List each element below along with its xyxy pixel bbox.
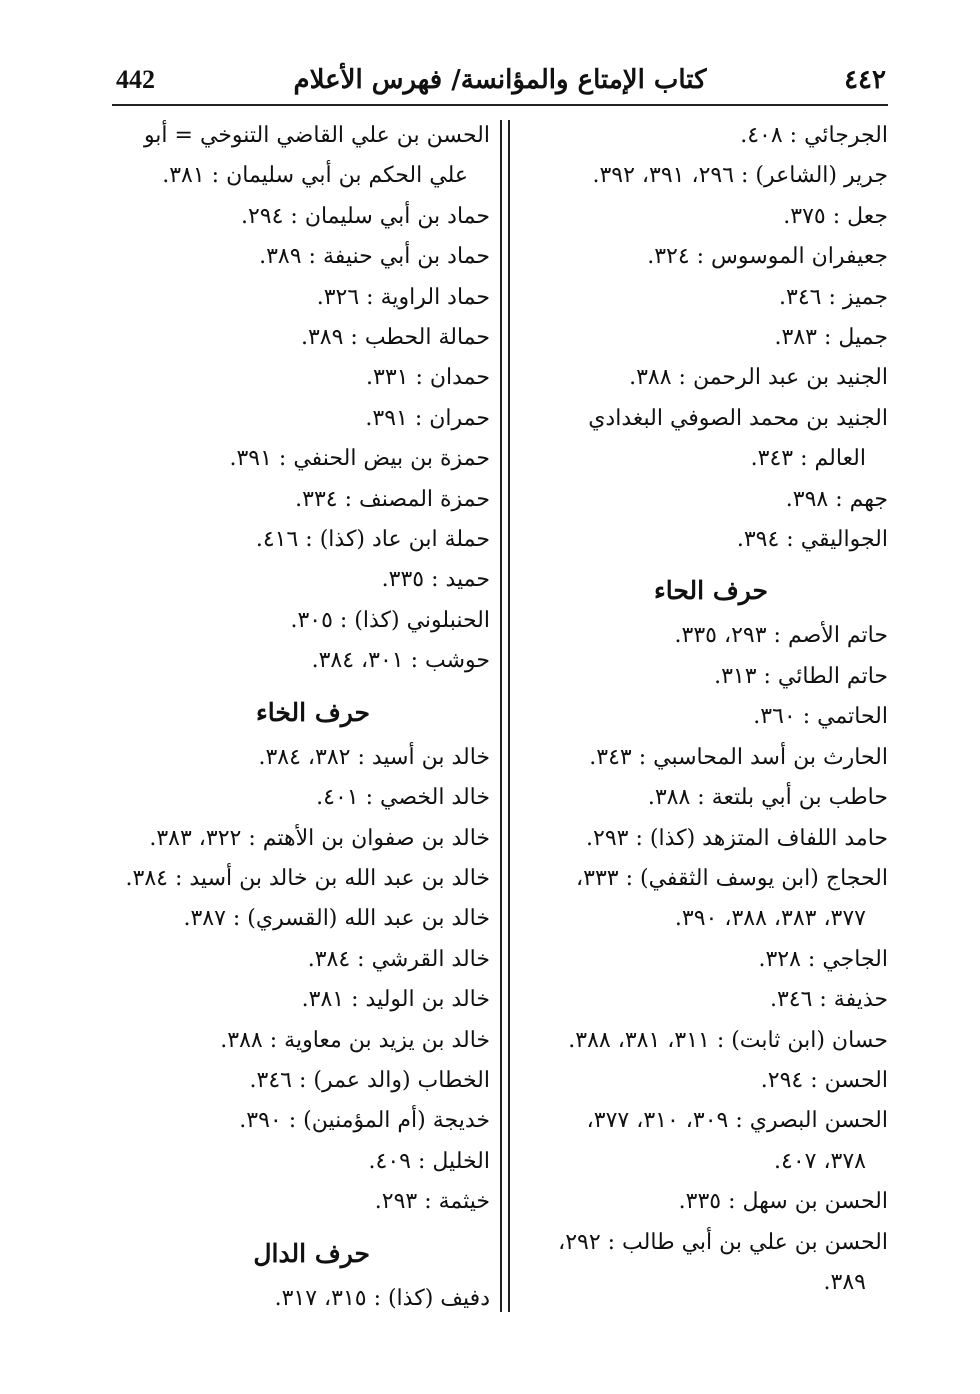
index-entry: الجنيد بن عبد الرحمن : ٣٨٨. (629, 365, 888, 391)
running-title: كتاب الإمتاع والمؤانسة/ فهرس الأعلام (293, 65, 707, 95)
index-entry: الحنبلوني (كذا) : ٣٠٥. (290, 607, 490, 633)
index-entry: الحسن البصري : ٣٠٩، ٣١٠، ٣٧٧، (586, 1108, 888, 1134)
index-entry: الحارث بن أسد المحاسبي : ٣٤٣. (589, 744, 888, 770)
index-entry-continuation: ٣٧٧، ٣٨٣، ٣٨٨، ٣٩٠. (674, 906, 866, 932)
index-entry: حماد الراوية : ٣٢٦. (316, 284, 490, 310)
index-entry: خالد القرشي : ٣٨٤. (307, 946, 490, 972)
index-entry: الحسن : ٢٩٤. (760, 1067, 888, 1093)
index-entry: خالد بن عبد الله (القسري) : ٣٨٧. (183, 906, 490, 932)
index-entry-continuation: ٣٨٩. (823, 1269, 866, 1295)
index-entry: حاتم الطائي : ٣١٣. (714, 663, 888, 689)
page-number-latin: 442 (116, 65, 155, 94)
index-entry: جعل : ٣٧٥. (783, 203, 888, 229)
page-header (112, 60, 888, 106)
index-entry: حمزة المصنف : ٣٣٤. (295, 486, 490, 512)
index-entry: حاتم الأصم : ٢٩٣، ٣٣٥. (674, 623, 888, 649)
index-entry: حسان (ابن ثابت) : ٣١١، ٣٨١، ٣٨٨. (568, 1027, 888, 1053)
index-entry: خديجة (أم المؤمنين) : ٣٩٠. (239, 1108, 490, 1134)
index-entry: جميز : ٣٤٦. (779, 284, 888, 310)
index-entry: جرير (الشاعر) : ٢٩٦، ٣٩١، ٣٩٢. (592, 163, 888, 189)
index-entry: حميد : ٣٣٥. (381, 567, 490, 593)
section-heading-ha: حرف الحاء (654, 576, 768, 606)
page-number-arabic: ٤٤٢ (844, 65, 886, 95)
index-entry: الحاتمي : ٣٦٠. (753, 704, 888, 730)
index-entry: حماد بن أبي حنيفة : ٣٨٩. (259, 244, 490, 270)
index-entry: خالد بن أسيد : ٣٨٢، ٣٨٤. (258, 744, 490, 770)
index-entry: دفيف (كذا) : ٣١٥، ٣١٧. (274, 1285, 490, 1311)
index-entry: الجواليقي : ٣٩٤. (736, 527, 888, 553)
section-heading-kha: حرف الخاء (256, 697, 370, 727)
index-entry: خالد بن يزيد بن معاوية : ٣٨٨. (220, 1027, 490, 1053)
index-entry-continuation: ٣٧٨، ٤٠٧. (774, 1148, 866, 1174)
index-entry: خالد بن صفوان بن الأهتم : ٣٢٢، ٣٨٣. (149, 825, 490, 851)
left-column (112, 116, 490, 1319)
index-entry: الخطاب (والد عمر) : ٣٤٦. (249, 1067, 490, 1093)
index-entry: الحسن بن علي بن أبي طالب : ٢٩٢، (558, 1229, 888, 1255)
index-entry: حماد بن أبي سليمان : ٢٩٤. (240, 203, 490, 229)
index-entry: الجاجي : ٣٢٨. (758, 946, 888, 972)
index-entry: الحسن بن علي القاضي التنوخي = أبو (143, 123, 490, 148)
index-entry: جميل : ٣٨٣. (774, 325, 888, 351)
index-entry: الحجاج (ابن يوسف الثقفي) : ٣٣٣، (576, 865, 888, 891)
column-divider (500, 120, 502, 1312)
index-entry-continuation: العالم : ٣٤٣. (750, 446, 866, 472)
index-entry-continuation: علي الحكم بن أبي سليمان : ٣٨١. (162, 163, 468, 189)
index-entry: حملة ابن عاد (كذا) : ٤١٦. (255, 527, 490, 553)
right-column (508, 116, 888, 1303)
index-entry: الجنيد بن محمد الصوفي البغدادي (588, 405, 888, 431)
index-entry: الجرجائي : ٤٠٨. (740, 123, 888, 148)
index-entry: حوشب : ٣٠١، ٣٨٤. (311, 648, 490, 674)
index-entry: الحسن بن سهل : ٣٣٥. (678, 1189, 888, 1215)
index-entry: الخليل : ٤٠٩. (368, 1148, 490, 1174)
index-entry: خالد بن عبد الله بن خالد بن أسيد : ٣٨٤. (125, 865, 490, 891)
index-entry: خالد الخصي : ٤٠١. (316, 785, 490, 811)
index-entry: جهم : ٣٩٨. (785, 486, 888, 512)
index-entry: خيثمة : ٢٩٣. (374, 1189, 490, 1215)
section-heading-dal: حرف الدال (253, 1238, 370, 1268)
index-entry: حذيفة : ٣٤٦. (769, 987, 888, 1013)
index-entry: حامد اللفاف المتزهد (كذا) : ٢٩٣. (586, 825, 888, 851)
index-entry: حاطب بن أبي بلتعة : ٣٨٨. (647, 785, 888, 811)
index-entry: حمران : ٣٩١. (365, 405, 490, 431)
index-entry: جعيفران الموسوس : ٣٢٤. (647, 244, 888, 270)
index-entry: خالد بن الوليد : ٣٨١. (301, 987, 490, 1013)
index-entry: حمدان : ٣٣١. (366, 365, 490, 391)
index-entry: حمالة الحطب : ٣٨٩. (300, 325, 490, 351)
index-entry: حمزة بن بيض الحنفي : ٣٩١. (229, 446, 490, 472)
